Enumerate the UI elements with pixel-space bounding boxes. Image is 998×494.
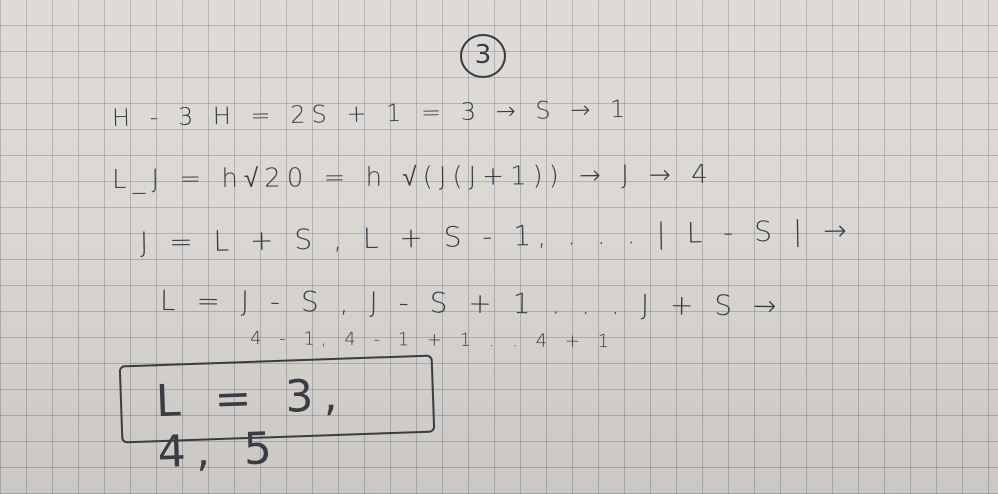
line-l-values: L = J - S , J - S + 1 . . . J + S → — [159, 284, 783, 323]
line-angular-momentum: L_J = h√20 = h √(J(J+1)) → J → 4 — [111, 159, 714, 195]
problem-number-circle — [460, 34, 506, 78]
line-substitution: 4 - 1, 4 - 1 + 1 . . 4 + 1 — [249, 328, 616, 353]
answer-text: L = 3, 4, 5 — [155, 369, 349, 479]
problem-number: 3 — [474, 40, 492, 70]
line-j-values: J = L + S , L + S - 1, . . . | L - S | → — [139, 213, 853, 259]
line-spin-multiplicity: H - 3 H = 2S + 1 = 3 → S → 1 — [111, 94, 632, 132]
answer-box — [119, 355, 436, 479]
